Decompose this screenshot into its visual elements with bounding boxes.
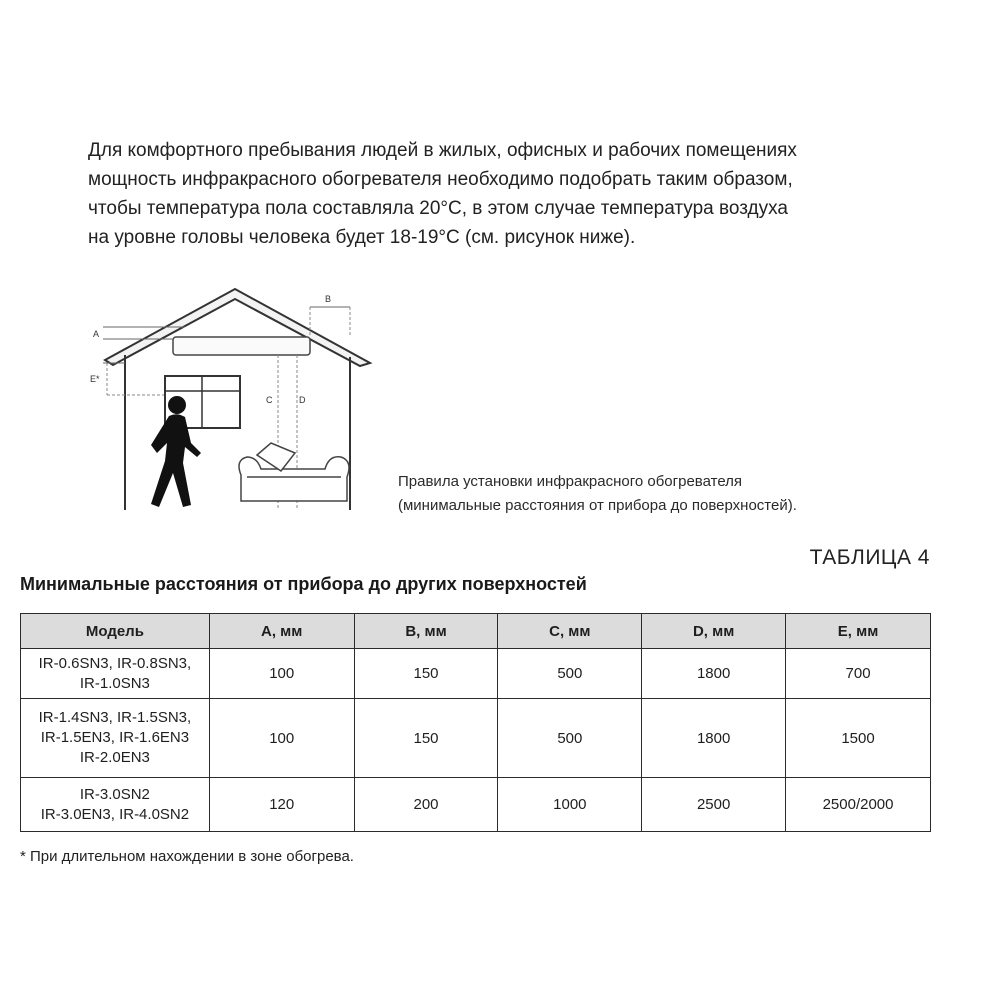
header-model: Модель bbox=[21, 614, 210, 649]
intro-paragraph bbox=[88, 136, 936, 252]
caption-line: Правила установки инфракрасного обогревателя bbox=[398, 473, 743, 490]
value-b: 150 bbox=[354, 699, 498, 778]
value-d: 1800 bbox=[642, 699, 786, 778]
intro-line: Для комфортного пребывания людей в жилых, офисных и рабочих помещениях bbox=[88, 140, 797, 161]
value-e: 1500 bbox=[786, 699, 931, 778]
value-e: 2500/2000 bbox=[786, 778, 931, 832]
table-row bbox=[21, 699, 931, 778]
dim-label-c: C bbox=[266, 395, 273, 405]
header-c: С, мм bbox=[498, 614, 642, 649]
dim-label-e: E* bbox=[90, 374, 100, 384]
value-c: 500 bbox=[498, 699, 642, 778]
value-c: 1000 bbox=[498, 778, 642, 832]
value-e: 700 bbox=[786, 649, 931, 699]
table-title: Минимальные расстояния от прибора до других поверхностей bbox=[20, 574, 587, 594]
value-d: 1800 bbox=[642, 649, 786, 699]
header-a: А, мм bbox=[209, 614, 354, 649]
caption-line: (минимальные расстояния от прибора до поверхностей). bbox=[398, 497, 797, 514]
value-c: 500 bbox=[498, 649, 642, 699]
value-a: 100 bbox=[209, 649, 354, 699]
header-d: D, мм bbox=[642, 614, 786, 649]
dim-label-d: D bbox=[299, 395, 306, 405]
value-a: 100 bbox=[209, 699, 354, 778]
intro-line: мощность инфракрасного обогревателя необходимо подобрать таким образом, bbox=[88, 169, 793, 190]
table-row bbox=[21, 778, 931, 832]
intro-line: чтобы температура пола составляла 20°C, в этом случае температура воздуха bbox=[88, 198, 788, 219]
dim-label-b: B bbox=[325, 294, 332, 304]
heater-unit bbox=[173, 337, 310, 355]
table-number: ТАБЛИЦА 4 bbox=[809, 546, 930, 569]
header-e: Е, мм bbox=[786, 614, 931, 649]
installation-diagram bbox=[85, 285, 385, 515]
distances-table bbox=[20, 613, 931, 832]
value-d: 2500 bbox=[642, 778, 786, 832]
dim-label-a: A bbox=[93, 329, 100, 339]
model-cell: IR-0.6SN3, IR-0.8SN3, IR-1.0SN3 bbox=[21, 649, 210, 699]
model-cell: IR-3.0SN2 IR-3.0EN3, IR-4.0SN2 bbox=[21, 778, 210, 832]
intro-line: на уровне головы человека будет 18-19°C (см. рисунок ниже). bbox=[88, 227, 636, 248]
table-row bbox=[21, 649, 931, 699]
figure-caption bbox=[398, 470, 797, 518]
sofa bbox=[239, 443, 349, 501]
footnote: * При длительном нахождении в зоне обогрева. bbox=[20, 848, 354, 865]
model-cell: IR-1.4SN3, IR-1.5SN3, IR-1.5EN3, IR-1.6EN3 IR-2.0EN3 bbox=[21, 699, 210, 778]
header-b: B, мм bbox=[354, 614, 498, 649]
value-b: 200 bbox=[354, 778, 498, 832]
table-header-row bbox=[21, 614, 931, 649]
value-a: 120 bbox=[209, 778, 354, 832]
value-b: 150 bbox=[354, 649, 498, 699]
